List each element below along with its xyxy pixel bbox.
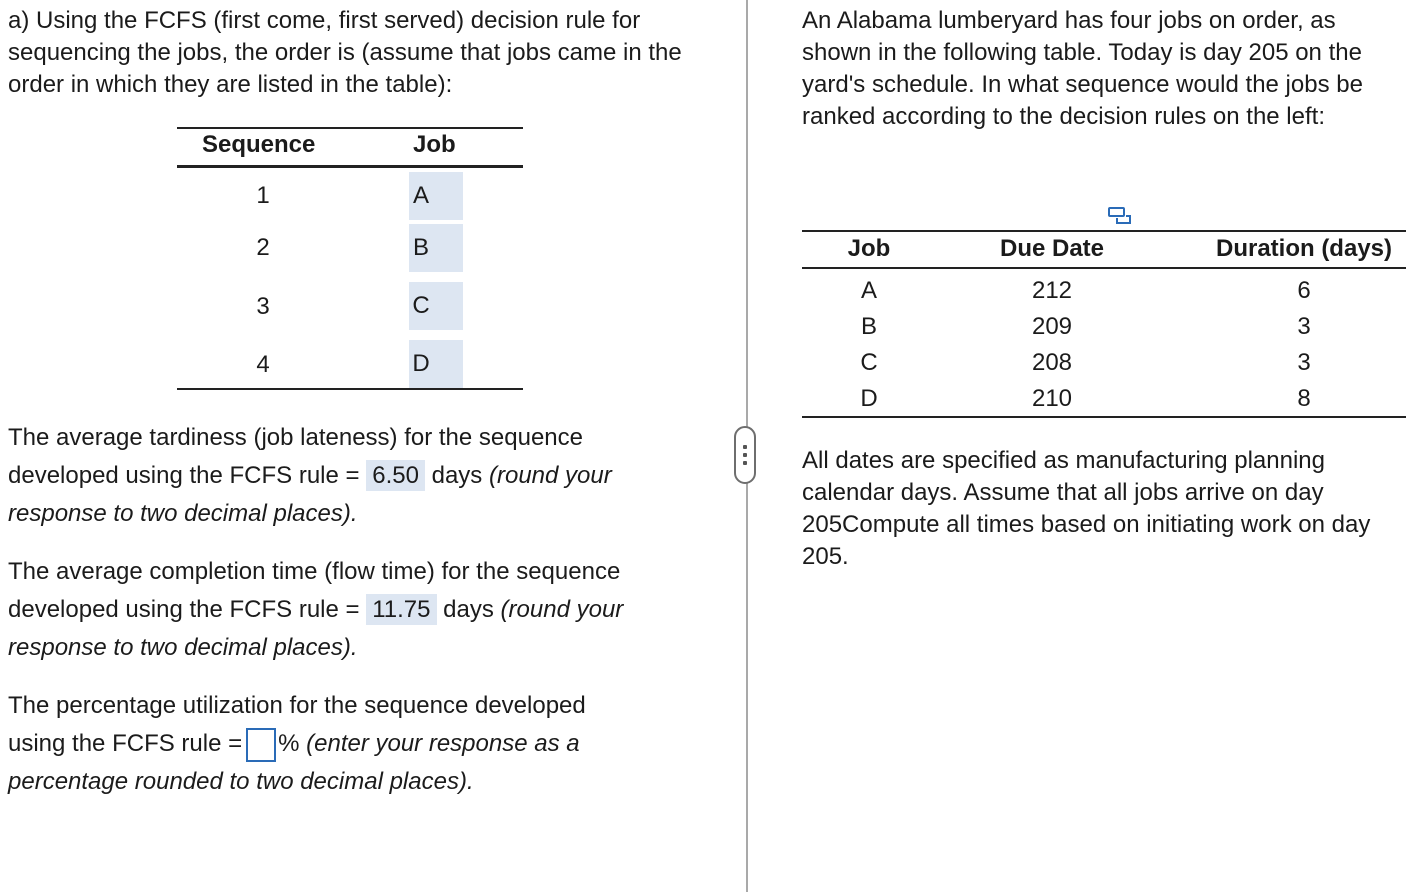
job-answer-cell[interactable] xyxy=(409,282,463,330)
cell-job: B xyxy=(860,313,877,340)
question-line xyxy=(8,763,728,801)
question-percentage-utilization xyxy=(8,687,728,801)
header-due-date: Due Date xyxy=(999,235,1105,262)
question-line xyxy=(8,457,728,495)
jobs-data-table xyxy=(802,230,1406,420)
cell-job: A xyxy=(860,277,877,304)
tardiness-answer[interactable]: 6.50 xyxy=(366,460,425,491)
instruction-text: percentage rounded to two decimal places). xyxy=(8,768,474,795)
cell-due-date: 208 xyxy=(1031,349,1073,376)
instruction-text: (round your xyxy=(500,596,624,623)
header-job: Job xyxy=(847,235,891,262)
question-line: The percentage utilization for the sequence developed xyxy=(8,692,586,719)
right-intro: An Alabama lumberyard has four jobs on order, as shown in the following table. Today is day 205 on the yard's schedule. In what sequence would the jobs be ranked according to the decision rules on the left: xyxy=(802,7,1363,130)
drag-handle-icon[interactable] xyxy=(734,426,756,484)
question-line xyxy=(8,591,728,629)
question-line xyxy=(8,495,728,533)
copy-table-icon[interactable] xyxy=(1108,206,1132,226)
table-rule xyxy=(802,267,1406,269)
sequence-cell: 4 xyxy=(256,351,270,378)
header-duration: Duration (days) xyxy=(1215,235,1392,262)
cell-job: C xyxy=(860,349,878,376)
header-job: Job xyxy=(413,131,456,158)
question-text: developed using the FCFS rule = xyxy=(8,462,360,489)
job-answer-cell[interactable] xyxy=(409,224,463,272)
question-line xyxy=(8,629,728,667)
sequence-cell: 3 xyxy=(256,293,270,320)
table-rule xyxy=(802,416,1406,418)
right-note: All dates are specified as manufacturing planning calendar days. Assume that all jobs arrive on day 205Compute all times based on initiating work on day 205. xyxy=(802,447,1371,570)
question-text: using the FCFS rule = xyxy=(8,730,243,757)
question-line: The average tardiness (job lateness) for the sequence xyxy=(8,424,584,451)
unit-text: % xyxy=(278,730,300,757)
unit-text: days xyxy=(431,462,483,489)
unit-text: days xyxy=(443,596,494,623)
question-text: developed using the FCFS rule = xyxy=(8,596,360,623)
sequence-table xyxy=(177,127,523,392)
cell-due-date: 212 xyxy=(1031,277,1073,304)
instruction-text: response to two decimal places). xyxy=(8,634,358,661)
cell-duration: 8 xyxy=(1297,385,1311,412)
question-line: The average completion time (flow time) for the sequence xyxy=(8,558,621,585)
cell-duration: 3 xyxy=(1297,349,1311,376)
table-rule xyxy=(177,127,523,129)
instruction-text: response to two decimal places). xyxy=(8,500,358,527)
job-answer-cell[interactable] xyxy=(409,340,463,388)
job-answer-value: C xyxy=(412,292,430,319)
sequence-cell: 1 xyxy=(256,182,270,209)
cell-duration: 3 xyxy=(1297,313,1311,340)
job-answer-value: B xyxy=(412,234,429,261)
instruction-text: (round your xyxy=(488,462,612,489)
job-answer-cell[interactable] xyxy=(409,172,463,220)
header-sequence: Sequence xyxy=(202,131,316,158)
table-rule xyxy=(802,230,1406,232)
question-average-completion-time xyxy=(8,553,728,667)
sequence-cell: 2 xyxy=(256,234,270,261)
question-average-tardiness xyxy=(8,419,728,533)
table-rule xyxy=(177,388,523,390)
cell-duration: 6 xyxy=(1297,277,1311,304)
cell-due-date: 210 xyxy=(1031,385,1073,412)
left-intro: a) Using the FCFS (first come, first served) decision rule for sequencing the jobs, the order is (assume that jobs came in the order in which they are listed in the table): xyxy=(8,7,682,98)
cell-due-date: 209 xyxy=(1031,313,1073,340)
question-line xyxy=(8,725,728,763)
cell-job: D xyxy=(860,385,878,412)
utilization-input[interactable] xyxy=(246,728,276,762)
instruction-text: (enter your response as a xyxy=(306,730,580,757)
job-answer-value: A xyxy=(412,182,429,209)
table-rule xyxy=(177,165,523,168)
completion-time-answer[interactable]: 11.75 xyxy=(366,594,436,625)
job-answer-value: D xyxy=(412,350,430,377)
